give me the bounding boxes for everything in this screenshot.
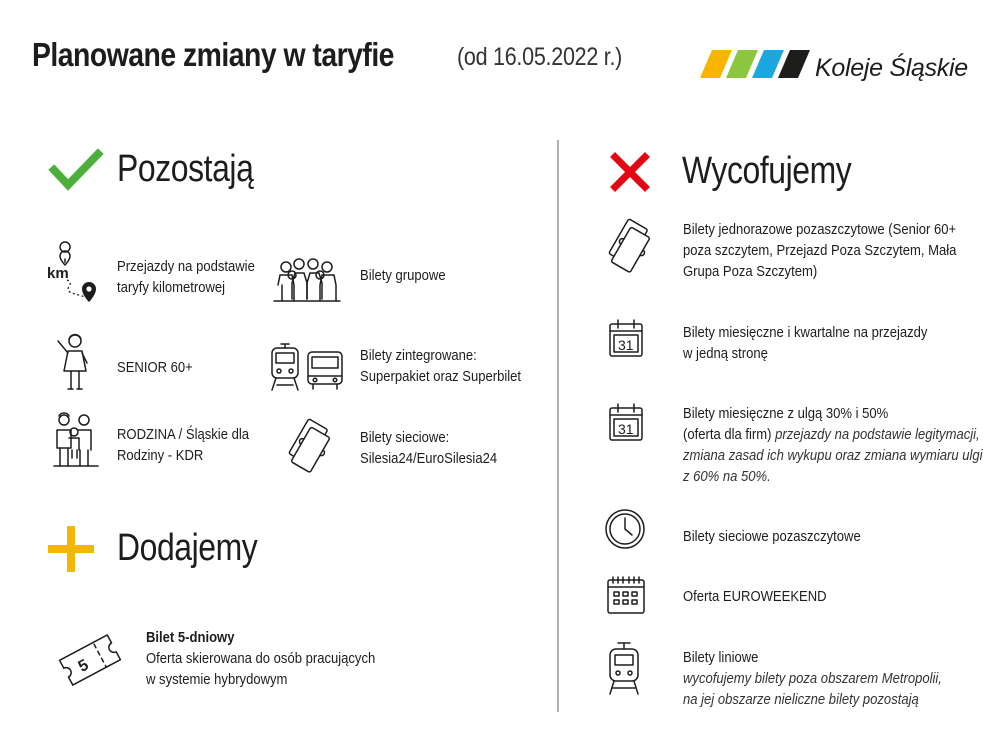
cross-icon: [611, 153, 649, 191]
check-icon: [50, 150, 102, 192]
logo-text: Koleje Śląskie: [815, 54, 968, 82]
item-network-text: Bilety sieciowe: Silesia24/EuroSilesia24: [360, 430, 498, 467]
item-integrated-text: Bilety zintegrowane: Superpakiet oraz Superbilet: [360, 348, 522, 385]
tickets-icon: [603, 218, 653, 274]
column-divider: [557, 140, 559, 712]
ticket-5-icon: [55, 632, 125, 688]
senior-icon: [55, 333, 95, 393]
withdrawn-item-line-tickets-text: Bilety liniowe wycofujemy bilety poza obszarem Metropolii, na jej obszarze nieliczne bilety pozostają: [683, 650, 942, 708]
withdrawn-item-network-offpeak-text: Bilety sieciowe pozaszczytowe: [683, 529, 861, 545]
calendar-grid-icon: [606, 575, 646, 615]
section-title-wycofujemy: Wycofujemy: [682, 150, 852, 192]
tickets-icon: [283, 418, 333, 474]
item-5day-text: Bilet 5-dniowy Oferta skierowana do osób pracujących w systemie hybrydowym: [146, 630, 376, 688]
withdrawn-item-company-text: Bilety miesięczne z ulgą 30% i 50% (oferta dla firm) przejazdy na podstawie legitymacji, zmiana zasad ich wykupu oraz zmiana wymiaru ulgi z 60% na 50%.: [683, 406, 983, 485]
page-date: (od 16.05.2022 r.): [457, 43, 623, 71]
family-icon: [52, 412, 100, 468]
section-title-dodajemy: Dodajemy: [117, 527, 258, 569]
page-title: Planowane zmiany w taryfie: [32, 36, 394, 73]
item-group-text: Bilety grupowe: [360, 268, 446, 284]
item-senior-text: SENIOR 60+: [117, 360, 193, 376]
calendar-icon: [608, 402, 644, 442]
group-icon: [272, 255, 342, 305]
withdrawn-item-monthly-text: Bilety miesięczne i kwartalne na przejazdy w jedną stronę: [683, 325, 928, 362]
km-route-icon: [45, 248, 105, 308]
calendar-day: 31: [618, 337, 634, 353]
train-bus-icon: [268, 340, 346, 392]
train-icon: [606, 640, 642, 696]
calendar-icon: [608, 318, 644, 358]
item-km-text: Przejazdy na podstawie taryfy kilometrowej: [117, 259, 255, 296]
logo-stripes-icon: [700, 50, 810, 78]
withdrawn-item-euroweekend-text: Oferta EUROWEEKEND: [683, 589, 827, 605]
clock-icon: [604, 508, 646, 550]
km-label: km: [47, 265, 69, 282]
section-title-pozostaja: Pozostają: [117, 148, 254, 190]
item-family-text: RODZINA / Śląskie dla Rodziny - KDR: [117, 427, 250, 464]
withdrawn-item-offpeak-text: Bilety jednorazowe pozaszczytowe (Senior 60+ poza szczytem, Przejazd Poza Szczytem, Mała Grupa Poza Szczytem): [683, 222, 957, 280]
calendar-day: 31: [618, 421, 634, 437]
ticket-number: 5: [75, 656, 92, 676]
page-header: [32, 36, 623, 74]
plus-icon: [48, 526, 94, 572]
